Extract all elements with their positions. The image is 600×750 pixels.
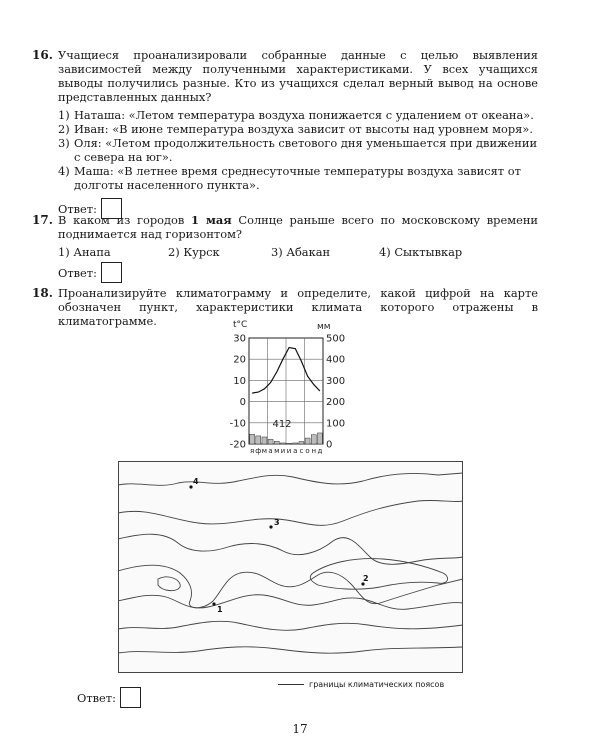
map-point-1-label: 1: [217, 605, 223, 614]
precip-bar: [299, 441, 304, 444]
precip-bar: [274, 441, 279, 444]
month-label: а: [268, 447, 273, 455]
map-point-2-label: 2: [363, 574, 369, 583]
legend-text: границы климатических поясов: [309, 680, 445, 689]
month-label: и: [286, 447, 292, 455]
month-label: д: [317, 447, 323, 455]
climatogram: [225, 316, 385, 456]
precip-bar: [287, 443, 292, 444]
option-4: 4) Сыктывкар: [379, 245, 463, 259]
question-number: 18.: [32, 286, 53, 300]
month-label: ф: [255, 447, 262, 455]
precip-tick-label: 500: [326, 333, 346, 345]
answer-box[interactable]: [120, 687, 141, 708]
options-row: [58, 245, 538, 259]
month-label: я: [249, 447, 255, 455]
temp-tick-label: -10: [229, 418, 246, 430]
option-4: 4) Маша: «В летнее время среднесуточные температуры воздуха зависят от долготы населенного пункта».: [58, 164, 521, 192]
precip-bar: [317, 433, 322, 444]
map-point-4-label: 4: [193, 477, 199, 486]
month-label: о: [305, 447, 310, 455]
option-1: 1) Анапа: [58, 245, 111, 259]
temp-tick-label: 20: [233, 354, 246, 366]
temp-tick-label: 10: [233, 375, 246, 387]
month-label: с: [299, 447, 304, 455]
question-text: В каком из городов 1 мая Солнце раньше всего по московскому времени поднимается над горизонтом?: [58, 213, 538, 241]
month-label: м: [274, 447, 280, 455]
option-1: 1) Наташа: «Летом температура воздуха понижается с удалением от океана».: [58, 108, 534, 122]
question-text: Проанализируйте климатограмму и определите, какой цифрой на карте обозначен пункт, характеристики климата которого отражены в климатограмме.: [58, 286, 538, 328]
month-label: м: [261, 447, 268, 455]
temp-axis-label: t°C: [233, 320, 248, 330]
precip-bar: [268, 439, 273, 444]
question-text: Учащиеся проанализировали собранные данные с целью выявления зависимостей между полученными характеристиками. У всех учащихся выводы получились разные. Кто из учащихся сделал верный вывод на основе представленных данных?: [58, 48, 538, 104]
answer-label: Ответ:: [58, 201, 97, 216]
option-3: 3) Абакан: [271, 245, 331, 259]
option-2: 2) Курск: [168, 245, 220, 259]
precip-bar: [262, 437, 267, 444]
precip-bar: [293, 443, 298, 444]
page-number: 17: [292, 722, 308, 736]
temp-tick-label: -20: [229, 439, 246, 451]
map-point-3-label: 3: [274, 518, 280, 527]
climate-map: [118, 461, 463, 673]
question-16: [32, 48, 538, 219]
precip-tick-label: 200: [326, 397, 346, 409]
precip-bar: [311, 435, 316, 444]
answer-label: Ответ:: [77, 690, 116, 705]
temp-tick-label: 0: [239, 397, 246, 409]
answer-row: [58, 262, 538, 283]
month-label: а: [293, 447, 298, 455]
map-point-1: [212, 602, 215, 605]
annual-precip-label: 412: [272, 419, 292, 430]
question-number: 17.: [32, 213, 53, 227]
temp-tick-label: 30: [233, 333, 246, 345]
question-number: 16.: [32, 48, 53, 62]
precip-bar: [256, 436, 261, 444]
option-3: 3) Оля: «Летом продолжительность светового дня уменьшается при движении с севера на юг».: [58, 136, 538, 164]
precip-tick-label: 300: [326, 375, 346, 387]
precip-bar: [305, 438, 310, 444]
precip-axis-label: мм: [317, 322, 331, 332]
month-label: н: [311, 447, 317, 455]
answer-label: Ответ:: [58, 265, 97, 280]
legend-line: [278, 684, 304, 685]
precip-tick-label: 100: [326, 418, 346, 430]
map-frame: [119, 462, 463, 673]
precip-bar: [250, 434, 255, 444]
answer-row: [77, 687, 141, 708]
precip-tick-label: 0: [326, 439, 333, 451]
question-17: [32, 213, 538, 283]
map-legend: [278, 680, 444, 689]
precip-tick-label: 400: [326, 354, 346, 366]
precip-bar: [280, 443, 285, 444]
month-label: и: [280, 447, 286, 455]
answer-box[interactable]: [101, 262, 122, 283]
map-point-3: [269, 525, 272, 528]
option-2: 2) Иван: «В июне температура воздуха зависит от высоты над уровнем моря».: [58, 122, 533, 136]
